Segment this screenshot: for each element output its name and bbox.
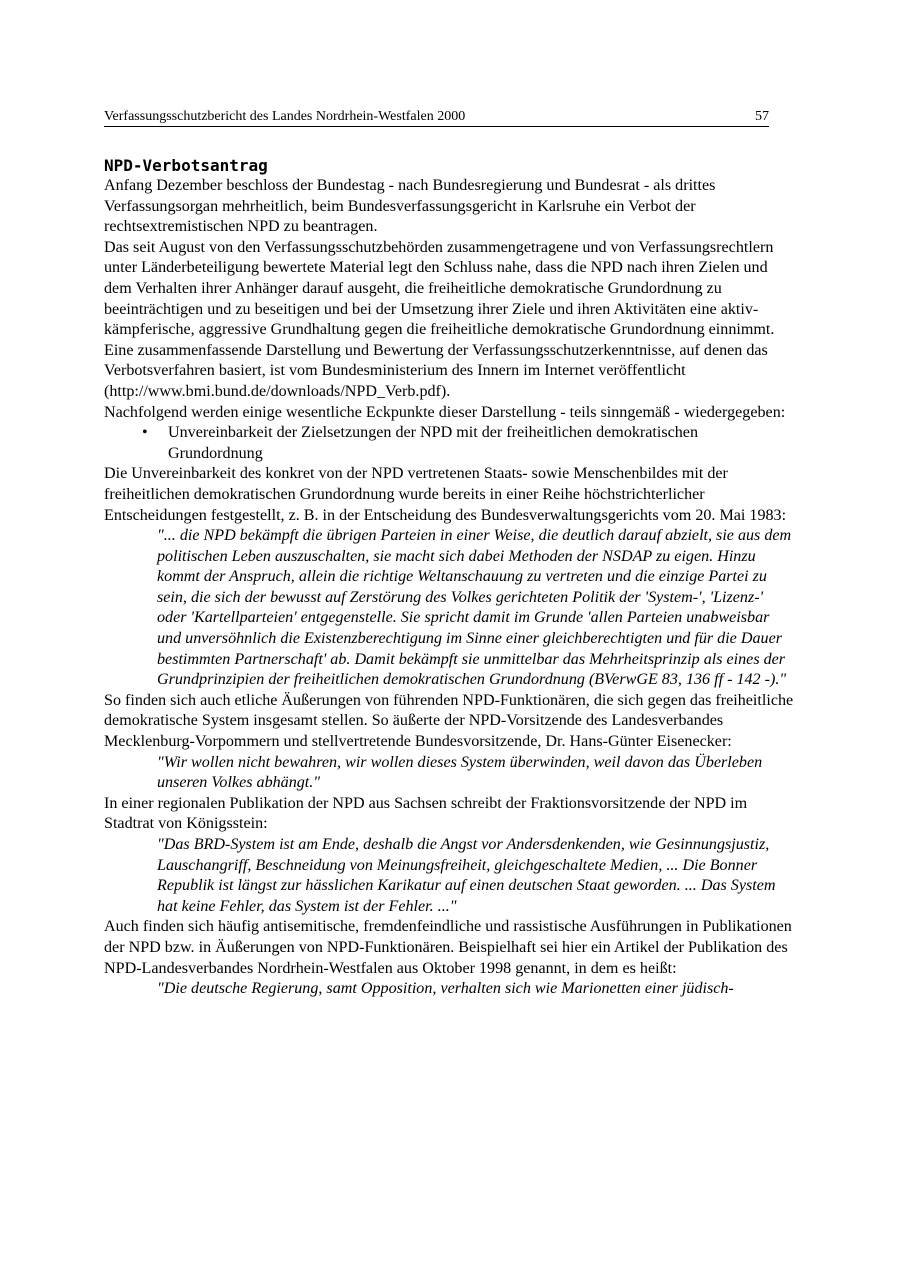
paragraph-8: Auch finden sich häufig antisemitische, fremdenfeindliche und rassistische Ausführungen in Publikationen der NPD bzw. in Äußerungen von NPD-Funktionären. Beispielhaft sei hier ein Artikel der Publikation des NPD-Landesverbandes Nordrhein-Westfalen aus Oktober 1998 genannt, in dem es heißt:	[104, 918, 792, 977]
paragraph-5: Die Unvereinbarkeit des konkret von der NPD vertretenen Staats- sowie Menschenbildes mit der freiheitlichen demokratischen Grundordnung wurde bereits in einer Reihe höchstrichterlicher Entscheidungen festgestellt, z. B. in der Entscheidung des Bundesverwaltungsgerichts vom 20. Mai 1983:	[104, 465, 787, 524]
section-heading: NPD-Verbotsantrag	[104, 156, 268, 175]
paragraph-1: Anfang Dezember beschloss der Bundestag - nach Bundesregierung und Bundesrat - als drittes Verfassungsorgan mehrheitlich, beim Bundesverfassungsgericht in Karlsruhe ein Verbot der rechtsextremistischen NPD zu beantragen.	[104, 177, 716, 236]
bullet-item	[104, 423, 794, 464]
bullet-dot-icon: •	[142, 424, 148, 442]
paragraph-7: In einer regionalen Publikation der NPD aus Sachsen schreibt der Fraktionsvorsitzende der NPD im Stadtrat von Königsstein:	[104, 794, 748, 833]
bullet-text: Unvereinbarkeit der Zielsetzungen der NPD mit der freiheitlichen demokratischen Grundordnung	[168, 424, 699, 462]
quote-3: "Das BRD-System ist am Ende, deshalb die Angst vor Andersdenkenden, wie Gesinnungsjustiz, Lauschangriff, Beschneidung von Meinungsfreiheit, gleichgeschaltete Medien, ... Die Bonner Republik ist längst zur hässlichen Karikatur auf einen deutschen Staat geworden. ... Das System hat keine Fehler, das System ist der Fehler. ..."	[157, 836, 776, 915]
header-title: Verfassungsschutzbericht des Landes Nordrhein-Westfalen 2000	[104, 109, 466, 124]
paragraph-3: Eine zusammenfassende Darstellung und Bewertung der Verfassungsschutzerkenntnisse, auf denen das Verbotsverfahren basiert, ist vom Bundesministerium des Innern im Internet veröffentlicht (http://www.bmi.bund.de/downloads/NPD_Verb.pdf).	[104, 341, 768, 400]
quote-2: "Wir wollen nicht bewahren, wir wollen dieses System überwinden, weil davon das Überleben unseren Volkes abhängt."	[157, 753, 763, 792]
quote-4: "Die deutsche Regierung, samt Opposition, verhalten sich wie Marionetten einer jüdisch-	[157, 980, 734, 998]
paragraph-4: Nachfolgend werden einige wesentliche Eckpunkte dieser Darstellung - teils sinngemäß - wiedergegeben:	[104, 403, 786, 421]
paragraph-6: So finden sich auch etliche Äußerungen von führenden NPD-Funktionären, die sich gegen das freiheitliche demokratische System insgesamt stellen. So äußerte der NPD-Vorsitzende des Landesverbandes Mecklenburg-Vorpommern und stellvertretende Bundesvorsitzende, Dr. Hans-Günter Eisenecker:	[104, 691, 794, 751]
page-content	[104, 155, 794, 1000]
page-number: 57	[755, 109, 769, 124]
quote-1: "... die NPD bekämpft die übrigen Parteien in einer Weise, die deutlich darauf abzielt, sie aus dem politischen Leben auszuschalten, sie macht sich dabei Methoden der NSDAP zu eigen. Hinzu kommt der Anspruch, allein die richtige Weltanschauung zu vertreten und die einzige Partei zu sein, die sich der bewusst auf Zerstörung des Volkes gerichteten Politik der 'System-', 'Lizenz-' oder 'Kartellparteien' entgegenstelle. Sie spricht damit im Grunde 'allen Parteien unabweisbar und unversöhnlich die Existenzberechtigung im Sinne einer gleichberechtigten und für die Dauer bestimmten Partnerschaft' ab. Damit bekämpft sie unmittelbar das Mehrheitsprinzip als eines der Grundprinzipien der freiheitlichen demokratischen Grundordnung (BVerwGE 83, 136 ff - 142 -)."	[157, 527, 792, 689]
page-header	[104, 108, 769, 127]
paragraph-2: Das seit August von den Verfassungsschutzbehörden zusammengetragene und von Verfassungsrechtlern unter Länderbeteiligung bewertete Material legt den Schluss nahe, dass die NPD nach ihren Zielen und dem Verhalten ihrer Anhänger darauf ausgeht, die freiheitliche demokratische Grundordnung zu beeinträchtigen und zu beseitigen und bei der Umsetzung ihrer Ziele und ihren Aktivitäten eine aktiv-kämpferische, aggressive Grundhaltung gegen die freiheitliche demokratische Grundordnung einnimmt.	[104, 238, 775, 339]
